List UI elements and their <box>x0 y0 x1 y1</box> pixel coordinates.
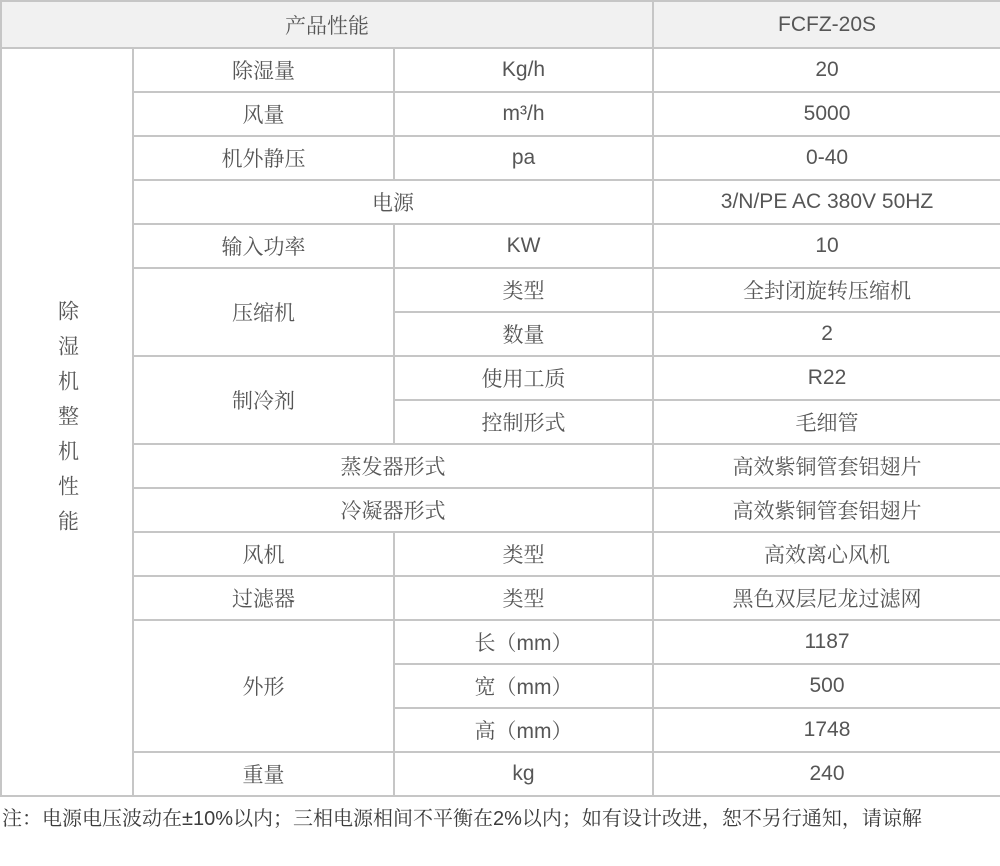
param-unit-cell: Kg/h <box>394 48 653 92</box>
param-value-cell: 高效紫铜管套铝翅片 <box>653 488 1000 532</box>
table-row <box>1 268 1000 312</box>
table-row <box>1 48 1000 92</box>
table-row <box>1 620 1000 664</box>
param-name-cell: 冷凝器形式 <box>133 488 653 532</box>
table-row <box>1 488 1000 532</box>
param-unit-cell: pa <box>394 136 653 180</box>
param-unit-cell: kg <box>394 752 653 796</box>
model-header: FCFZ-20S <box>653 1 1000 48</box>
table-title: 产品性能 <box>1 1 653 48</box>
param-value-cell: 0-40 <box>653 136 1000 180</box>
param-name-cell: 数量 <box>394 312 653 356</box>
table-row <box>1 532 1000 576</box>
param-unit-cell: KW <box>394 224 653 268</box>
param-value-cell: 全封闭旋转压缩机 <box>653 268 1000 312</box>
param-group-cell: 压缩机 <box>133 268 394 356</box>
param-value-cell: 高效离心风机 <box>653 532 1000 576</box>
side-category-label: 除湿机整机性能 <box>55 299 79 545</box>
param-value-cell: 240 <box>653 752 1000 796</box>
table-row <box>1 92 1000 136</box>
table-row <box>1 444 1000 488</box>
param-value-cell: 高效紫铜管套铝翅片 <box>653 444 1000 488</box>
param-name-cell: 风量 <box>133 92 394 136</box>
param-value-cell: 5000 <box>653 92 1000 136</box>
param-value-cell: 黑色双层尼龙过滤网 <box>653 576 1000 620</box>
param-value-cell: 毛细管 <box>653 400 1000 444</box>
param-name-cell: 高（mm） <box>394 708 653 752</box>
param-value-cell: 3/N/PE AC 380V 50HZ <box>653 180 1000 224</box>
param-value-cell: 1748 <box>653 708 1000 752</box>
table-row <box>1 180 1000 224</box>
param-unit-cell: m³/h <box>394 92 653 136</box>
table-row <box>1 752 1000 796</box>
param-value-cell: 2 <box>653 312 1000 356</box>
param-group-cell: 制冷剂 <box>133 356 394 444</box>
param-name-cell: 风机 <box>133 532 394 576</box>
param-name-cell: 使用工质 <box>394 356 653 400</box>
param-name-cell: 机外静压 <box>133 136 394 180</box>
param-group-cell: 外形 <box>133 620 394 752</box>
param-name-cell: 过滤器 <box>133 576 394 620</box>
param-value-cell: R22 <box>653 356 1000 400</box>
param-unit-cell: 类型 <box>394 532 653 576</box>
param-unit-cell: 类型 <box>394 576 653 620</box>
param-value-cell: 20 <box>653 48 1000 92</box>
param-name-cell: 电源 <box>133 180 653 224</box>
param-name-cell: 蒸发器形式 <box>133 444 653 488</box>
param-name-cell: 长（mm） <box>394 620 653 664</box>
param-name-cell: 输入功率 <box>133 224 394 268</box>
param-value-cell: 1187 <box>653 620 1000 664</box>
table-row <box>1 356 1000 400</box>
param-name-cell: 重量 <box>133 752 394 796</box>
table-row <box>1 224 1000 268</box>
param-name-cell: 控制形式 <box>394 400 653 444</box>
param-value-cell: 500 <box>653 664 1000 708</box>
param-value-cell: 10 <box>653 224 1000 268</box>
table-row <box>1 136 1000 180</box>
param-name-cell: 除湿量 <box>133 48 394 92</box>
side-category-cell <box>1 48 133 796</box>
table-row <box>1 576 1000 620</box>
footnote: 注：电源电压波动在±10%以内；三相电源相间不平衡在2%以内；如有设计改进，恕不另行通知，请谅解 <box>2 808 922 830</box>
param-name-cell: 类型 <box>394 268 653 312</box>
param-name-cell: 宽（mm） <box>394 664 653 708</box>
header-row <box>1 1 1000 48</box>
